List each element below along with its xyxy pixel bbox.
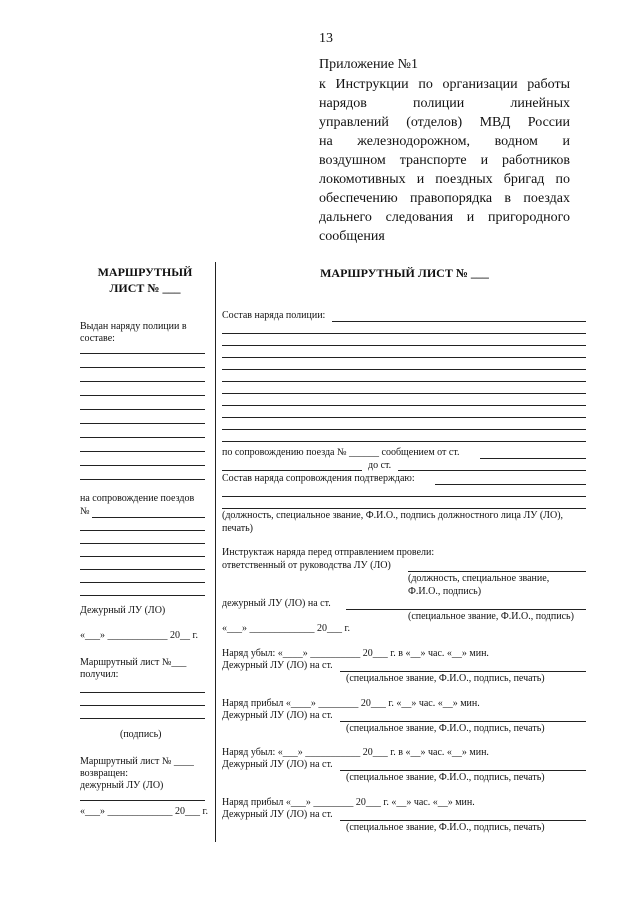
appendix-line: на железнодорожном, водном и xyxy=(319,134,570,149)
stamp-caption: (специальное звание, Ф.И.О., подпись, печать) xyxy=(346,822,545,833)
blank-line[interactable] xyxy=(222,393,586,394)
blank-line[interactable] xyxy=(222,417,586,418)
to-station-label: до ст. xyxy=(368,460,392,471)
blank-line[interactable] xyxy=(332,321,586,322)
stamp-caption: (специальное звание, Ф.И.О., подпись, печать) xyxy=(346,723,545,734)
duty-station-label: Дежурный ЛУ (ЛО) на ст. xyxy=(222,759,333,770)
escort-train-line: по сопровождению поезда № ______ сообщением от ст. xyxy=(222,447,460,458)
stamp-caption: (специальное звание, Ф.И.О., подпись, печать) xyxy=(346,673,545,684)
appendix-line: нарядов полиции линейных xyxy=(319,96,570,111)
blank-line[interactable] xyxy=(80,705,205,706)
blank-line[interactable] xyxy=(340,721,586,722)
stub-issued-label: Выдан наряду полиции в xyxy=(80,321,187,332)
blank-line[interactable] xyxy=(222,508,586,509)
blank-line[interactable] xyxy=(222,496,586,497)
blank-line[interactable] xyxy=(340,671,586,672)
blank-line[interactable] xyxy=(80,556,205,557)
stub-heading-line1: МАРШРУТНЫЙ xyxy=(97,265,193,279)
stub-date: «___» ____________ 20__ г. xyxy=(80,630,198,641)
blank-line[interactable] xyxy=(80,595,205,596)
blank-line[interactable] xyxy=(80,582,205,583)
sheet-date: «___» _____________ 20___ г. xyxy=(222,623,350,634)
stub-heading-line2: ЛИСТ № ___ xyxy=(109,281,181,295)
blank-line[interactable] xyxy=(80,353,205,354)
appendix-line: управлений (отделов) МВД России xyxy=(319,115,570,130)
blank-line[interactable] xyxy=(222,345,586,346)
blank-line[interactable] xyxy=(222,405,586,406)
blank-line[interactable] xyxy=(80,381,205,382)
blank-line[interactable] xyxy=(80,437,205,438)
blank-line[interactable] xyxy=(408,571,586,572)
briefing-label: Инструктаж наряда перед отправлением провели: xyxy=(222,547,435,558)
appendix-line: дальнего следования и пригородного xyxy=(319,210,570,225)
duty-station-label: Дежурный ЛУ (ЛО) на ст. xyxy=(222,809,333,820)
stub-signature-caption: (подпись) xyxy=(120,729,162,740)
appendix-title: Приложение №1 xyxy=(319,57,418,72)
blank-line[interactable] xyxy=(80,367,205,368)
blank-line[interactable] xyxy=(80,692,205,693)
briefing-caption: (должность, специальное звание, xyxy=(408,573,550,584)
blank-line[interactable] xyxy=(80,718,205,719)
stub-received-label-2: получил: xyxy=(80,669,119,680)
confirm-caption: (должность, специальное звание, Ф.И.О., подпись должностного лица ЛУ (ЛО), xyxy=(222,510,564,521)
appendix-line: к Инструкции по организации работы xyxy=(319,77,570,92)
blank-line[interactable] xyxy=(80,409,205,410)
stub-issued-label-2: составе: xyxy=(80,333,115,344)
blank-line[interactable] xyxy=(80,451,205,452)
blank-line[interactable] xyxy=(222,381,586,382)
duty-station-label: Дежурный ЛУ (ЛО) на ст. xyxy=(222,710,333,721)
blank-line[interactable] xyxy=(80,800,205,801)
blank-line[interactable] xyxy=(80,569,205,570)
appendix-text xyxy=(319,75,570,246)
blank-line[interactable] xyxy=(398,470,586,471)
blank-line[interactable] xyxy=(346,609,586,610)
departure-line: Наряд убыл: «___» ___________ 20___ г. в «__» час. «__» мин. xyxy=(222,747,489,758)
arrival-line: Наряд прибыл «___» ________ 20___ г. «__» час. «__» мин. xyxy=(222,797,475,808)
appendix-line: сообщения xyxy=(319,229,385,244)
arrival-line: Наряд прибыл «____» ________ 20___ г. «__» час. «__» мин. xyxy=(222,698,480,709)
stub-escort-no: № xyxy=(80,506,90,517)
departure-line: Наряд убыл: «____» __________ 20___ г. в «__» час. «__» мин. xyxy=(222,648,489,659)
blank-line[interactable] xyxy=(80,395,205,396)
blank-line[interactable] xyxy=(480,458,586,459)
confirm-caption-2: печать) xyxy=(222,523,254,534)
duty-station-label: Дежурный ЛУ (ЛО) на ст. xyxy=(222,660,333,671)
column-divider xyxy=(215,262,216,842)
blank-line[interactable] xyxy=(435,484,586,485)
appendix-line: локомотивных и поездных бригад по xyxy=(319,172,570,187)
duty-station-line: дежурный ЛУ (ЛО) на ст. xyxy=(222,598,331,609)
appendix-line: воздушном транспорте и работников xyxy=(319,153,570,168)
blank-line[interactable] xyxy=(340,770,586,771)
stub-returned-label-3: дежурный ЛУ (ЛО) xyxy=(80,780,164,791)
blank-line[interactable] xyxy=(80,423,205,424)
blank-line[interactable] xyxy=(80,479,205,480)
blank-line[interactable] xyxy=(80,530,205,531)
sheet-heading: МАРШРУТНЫЙ ЛИСТ № ___ xyxy=(320,266,489,280)
stub-returned-label: Маршрутный лист № ____ xyxy=(80,756,194,767)
composition-label: Состав наряда полиции: xyxy=(222,310,326,321)
appendix-line: обеспечению правопорядка в поездах xyxy=(319,191,570,206)
blank-line[interactable] xyxy=(222,441,586,442)
blank-line[interactable] xyxy=(80,543,205,544)
stub-received-label: Маршрутный лист №___ xyxy=(80,657,187,668)
blank-line[interactable] xyxy=(340,820,586,821)
blank-line[interactable] xyxy=(222,333,586,334)
stub-date-2: «___» _____________ 20___ г. xyxy=(80,806,208,817)
blank-line[interactable] xyxy=(222,357,586,358)
blank-line[interactable] xyxy=(92,517,205,518)
stub-heading xyxy=(80,264,210,296)
stub-escort-label: на сопровождение поездов xyxy=(80,493,195,504)
blank-line[interactable] xyxy=(222,470,362,471)
blank-line[interactable] xyxy=(80,465,205,466)
blank-line[interactable] xyxy=(222,429,586,430)
stamp-caption: (специальное звание, Ф.И.О., подпись, печать) xyxy=(346,772,545,783)
briefing-responsible: ответственный от руководства ЛУ (ЛО) xyxy=(222,560,391,571)
duty-caption: (специальное звание, Ф.И.О., подпись) xyxy=(408,611,574,622)
briefing-caption-2: Ф.И.О., подпись) xyxy=(408,586,482,597)
stub-duty-label: Дежурный ЛУ (ЛО) xyxy=(80,605,166,616)
confirm-label: Состав наряда сопровождения подтверждаю: xyxy=(222,473,415,484)
page-number: 13 xyxy=(319,31,333,46)
blank-line[interactable] xyxy=(222,369,586,370)
stub-returned-label-2: возвращен: xyxy=(80,768,129,779)
